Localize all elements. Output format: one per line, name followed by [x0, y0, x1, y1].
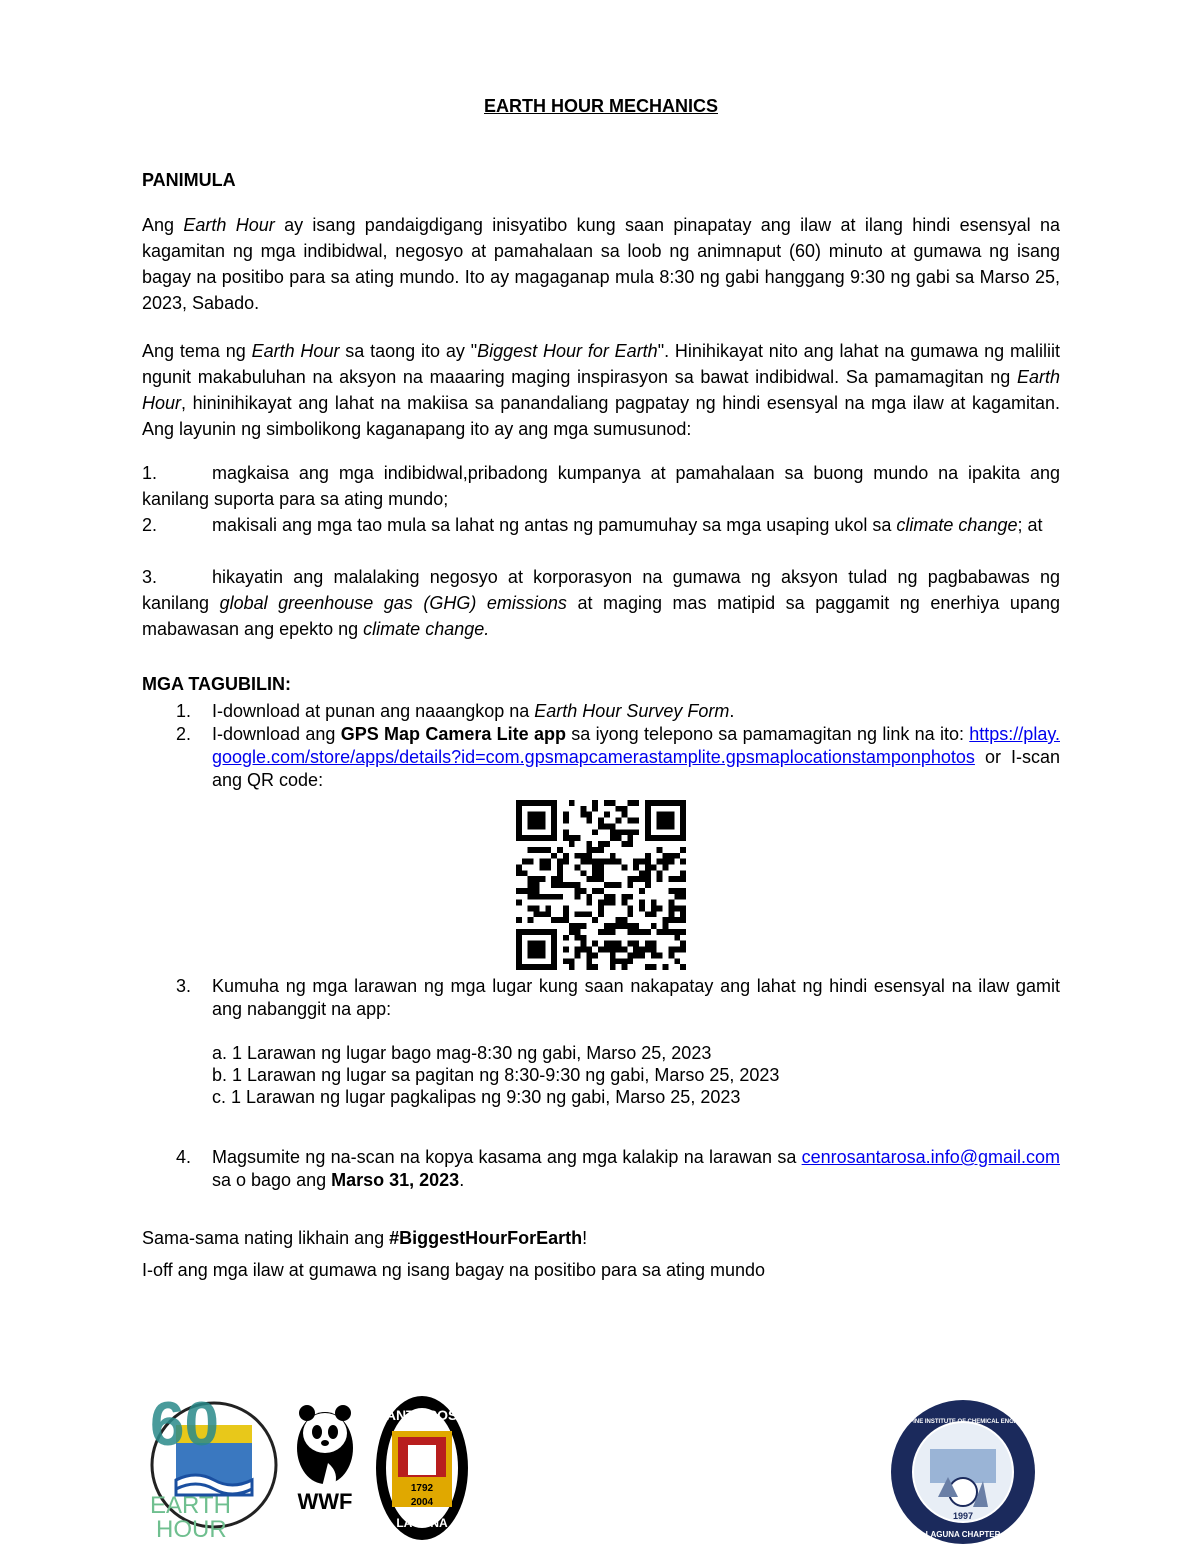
earth-hour-60: 60	[150, 1390, 219, 1459]
piche-laguna-seal	[888, 1397, 1038, 1547]
item-number: 1.	[176, 701, 192, 721]
earth-hour-word-2: HOUR	[156, 1516, 227, 1543]
intro-heading: PANIMULA	[142, 170, 236, 190]
text: hikayatin ang malalaking negosyo at korporasyon na gumawa ng aksyon tulad ng pagbabawas ng kanilang	[142, 567, 1060, 613]
text-italic: Biggest Hour for Earth	[477, 341, 658, 361]
hashtag: #BiggestHourForEarth	[389, 1228, 583, 1248]
photo-item-c: c. 1 Larawan ng lugar pagkalipas ng 9:30 ng gabi, Marso 25, 2023	[212, 1087, 741, 1107]
text: I-download at punan ang naaangkop na	[212, 701, 535, 721]
deadline-date: Marso 31, 2023	[331, 1170, 460, 1190]
goal-number: 1.	[142, 463, 158, 483]
instruction-list	[142, 700, 1060, 792]
instruction-item-2	[142, 723, 1060, 792]
photo-requirements	[212, 1042, 1060, 1108]
earth-hour-cenro-logo	[146, 1385, 281, 1545]
text: ; at	[1017, 515, 1043, 535]
instruction-list-cont2	[142, 1146, 1060, 1192]
text: sa o bago ang	[212, 1170, 332, 1190]
text-italic: Earth Hour Survey Form	[534, 701, 730, 721]
text: sa iyong telepono sa pamamagitan ng link na ito:	[565, 724, 970, 744]
text-italic: climate change.	[363, 619, 490, 639]
text-bold: GPS Map Camera Lite app	[340, 724, 566, 744]
instruction-item-4	[142, 1146, 1060, 1192]
piche-year: 1997	[952, 1511, 974, 1521]
piche-bottom-text: LAGUNA CHAPTER	[925, 1530, 1001, 1539]
text: Magsumite ng na-scan na kopya kasama ang mga kalakip na larawan sa	[212, 1147, 802, 1167]
photo-item-a: a. 1 Larawan ng lugar bago mag-8:30 ng gabi, Marso 25, 2023	[212, 1043, 712, 1063]
instructions-heading: MGA TAGUBILIN:	[142, 674, 291, 694]
item-number: 2.	[176, 724, 192, 744]
text: , hininihikayat ang lahat na makiisa sa panandaliang pagpatay ng hindi esensyal na mga ilaw at kagamitan. Ang layunin ng simbolikong kaganapang ito ay ang mga sumusunod:	[142, 393, 1060, 439]
goal-number: 3.	[142, 567, 158, 587]
wwf-logo	[288, 1403, 362, 1513]
text: .	[729, 701, 735, 721]
photo-item-b: b. 1 Larawan ng lugar sa pagitan ng 8:30-9:30 ng gabi, Marso 25, 2023	[212, 1065, 780, 1085]
text: or I-scan ang QR code:	[212, 747, 1060, 790]
seal-top-text: SANTA ROSA	[376, 1407, 468, 1423]
text: ". Hinihikayat nito ang lahat na gumawa ng maliliit ngunit makabuluhan na aksyon na maaaring maging inspirasyon sa bawat indibidwal. Sa pamamagitan ng	[142, 341, 1060, 387]
instruction-list-cont	[142, 975, 1060, 1021]
text: Ang	[142, 215, 184, 235]
seal-year-1: 1792	[410, 1483, 434, 1494]
seal-year-2: 2004	[410, 1497, 434, 1508]
qr-code-image[interactable]	[516, 800, 686, 970]
text: Sama-sama nating likhain ang	[142, 1228, 390, 1248]
text-italic: climate change	[896, 515, 1018, 535]
goal-item-1	[142, 460, 1060, 512]
earth-hour-word: EARTH	[150, 1492, 231, 1519]
instruction-item-3	[142, 975, 1060, 1021]
text: !	[582, 1228, 588, 1248]
email-link[interactable]: cenrosantarosa.info@gmail.com	[801, 1147, 1060, 1167]
text: at maging mas matipid sa paggamit ng enerhiya upang mabawasan ang epekto ng	[142, 593, 1060, 639]
text: .	[459, 1170, 465, 1190]
text: ay isang pandaigdigang inisyatibo kung saan pinapatay ang ilaw at ilang hindi esensyal na kagamitan ng mga indibidwal, negosyo at pamahalaan sa loob ng animnaput (60) minuto at gumawa ng isang bagay na positibo para sa ating mundo. Ito ay magaganap mula 8:30 ng gabi hanggang 9:30 ng gabi sa Marso 25, 2023, Sabado.	[142, 215, 1060, 313]
goal-item-2	[142, 512, 1060, 538]
closing-line-1	[142, 1228, 587, 1249]
text-italic: Earth Hour	[142, 367, 1060, 413]
item-number: 3.	[176, 976, 192, 996]
text: Kumuha ng mga larawan ng mga lugar kung saan nakapatay ang lahat ng hindi esensyal na ilaw gamit ang nabanggit na app:	[212, 976, 1060, 1019]
text-italic: Earth Hour	[251, 341, 340, 361]
intro-paragraph-2	[142, 338, 1060, 442]
santa-rosa-seal	[374, 1393, 470, 1543]
text-italic: global greenhouse gas (GHG) emissions	[219, 593, 567, 613]
item-number: 4.	[176, 1147, 192, 1167]
text: Ang tema ng	[142, 341, 252, 361]
instruction-item-1	[142, 700, 1060, 723]
goal-item-3	[142, 564, 1060, 642]
closing-line-2: I-off ang mga ilaw at gumawa ng isang bagay na positibo para sa ating mundo	[142, 1260, 766, 1280]
text-italic: Earth Hour	[183, 215, 275, 235]
piche-ring-text: PHILIPPINE INSTITUTE OF CHEMICAL ENGINEERS	[889, 1419, 1037, 1425]
text: sa taong ito ay "	[339, 341, 478, 361]
text: I-download ang	[212, 724, 341, 744]
page-title: EARTH HOUR MECHANICS	[484, 96, 718, 116]
seal-bottom-text: LAGUNA	[396, 1516, 448, 1530]
goal-number: 2.	[142, 515, 158, 535]
text: magkaisa ang mga indibidwal,pribadong kumpanya at pamahalaan sa buong mundo na ipakita ang kanilang suporta para sa ating mundo;	[142, 463, 1060, 509]
app-download-link[interactable]: https://play.google.com/store/apps/details?id=com.gpsmapcamerastamplite.gpsmaplocationstamponphotos	[212, 724, 1060, 767]
intro-paragraph-1	[142, 212, 1060, 316]
wwf-label: WWF	[297, 1489, 353, 1513]
text: makisali ang mga tao mula sa lahat ng antas ng pamumuhay sa mga usaping ukol sa	[212, 515, 897, 535]
